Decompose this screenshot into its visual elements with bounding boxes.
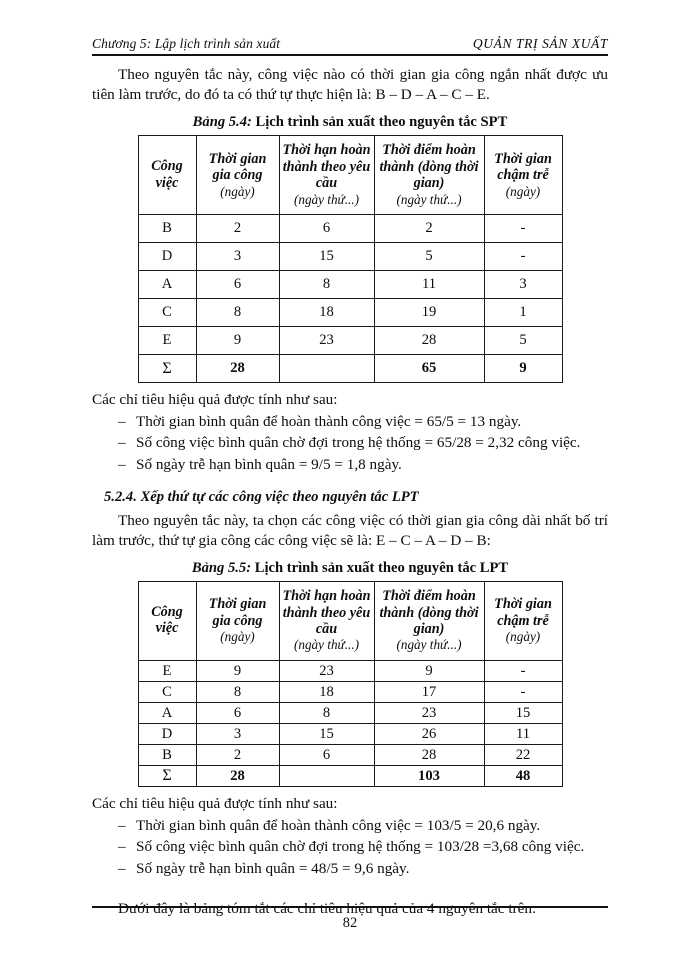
cell: 8	[279, 702, 374, 723]
cell: 15	[279, 243, 374, 271]
cell: 28	[374, 744, 484, 765]
cell: 23	[279, 327, 374, 355]
list-item-text: Số công việc bình quân chờ đợi trong hệ thống = 103/28 =3,68 công việc.	[136, 838, 585, 856]
cell: 103	[374, 765, 484, 786]
cell: 6	[279, 744, 374, 765]
table-55-col-2	[279, 582, 374, 661]
cell: 17	[374, 681, 484, 702]
section-heading-524: 5.2.4. Xếp thứ tự các công việc theo nguyên tắc LPT	[104, 488, 419, 505]
table-54-col-4-unit: (ngày)	[505, 183, 541, 199]
cell: C	[138, 299, 196, 327]
cell	[279, 355, 374, 383]
table-54-col-3	[374, 136, 484, 215]
list-item	[118, 836, 608, 858]
metrics-55-list	[92, 815, 608, 880]
list-item	[118, 815, 608, 837]
table-55-col-3	[374, 582, 484, 661]
cell: 8	[196, 681, 279, 702]
table-55-col-2-unit: (ngày thứ...)	[293, 637, 360, 653]
table-55-col-1-unit: (ngày)	[220, 629, 255, 645]
table-54-caption-number: Bảng 5.4:	[192, 114, 252, 131]
table-54-caption	[92, 114, 608, 131]
table-55-col-3-unit: (ngày thứ...)	[396, 637, 462, 653]
cell: 3	[196, 243, 279, 271]
table-55-col-0-title: Công việc	[151, 603, 183, 637]
table-54-head	[138, 136, 562, 215]
table-55-col-2-title: Thời hạn hoàn thành theo yêu cầu	[282, 588, 371, 638]
cell: -	[484, 660, 562, 681]
cell: -	[484, 681, 562, 702]
table-54-col-2-unit: (ngày thứ...)	[293, 191, 360, 207]
cell: 65	[374, 355, 484, 383]
table-row	[138, 327, 562, 355]
cell: A	[138, 271, 196, 299]
table-row	[138, 702, 562, 723]
table-row	[138, 215, 562, 243]
table-54-caption-text: Lịch trình sản xuất theo nguyên tắc SPT	[251, 114, 508, 131]
table-54-col-4	[484, 136, 562, 215]
header-rule	[92, 54, 608, 56]
dash-marker: –	[118, 434, 126, 452]
table-54-col-3-title: Thời điểm hoàn thành (dòng thời gian)	[379, 142, 479, 192]
table-54-body	[138, 215, 562, 383]
list-item-text: Thời gian bình quân để hoàn thành công việc = 65/5 = 13 ngày.	[136, 412, 522, 430]
metrics-54-lead: Các chỉ tiêu hiệu quả được tính như sau:	[92, 391, 338, 409]
table-row	[138, 243, 562, 271]
dash-marker: –	[118, 838, 126, 856]
table-55-caption-text: Lịch trình sản xuất theo nguyên tắc LPT	[251, 560, 509, 577]
table-55-caption	[92, 560, 608, 577]
table-55-col-4	[484, 582, 562, 661]
table-row	[138, 681, 562, 702]
sum-symbol: Σ	[138, 765, 196, 786]
table-54-header-row	[138, 136, 562, 215]
table-row	[138, 723, 562, 744]
table-row	[138, 299, 562, 327]
list-item	[118, 858, 608, 880]
table-55-col-4-title: Thời gian chậm trễ	[494, 596, 552, 629]
table-row	[138, 744, 562, 765]
intro-paragraph: Theo nguyên tắc này, công việc nào có thời gian gia công ngắn nhất được ưu tiên làm trước, do đó ta có thứ tự thực hiện là: B – D – A – C – E.	[92, 66, 608, 104]
table-55-caption-number: Bảng 5.5:	[191, 560, 252, 577]
cell: 11	[484, 723, 562, 744]
table-54-col-1-title: Thời gian gia công	[208, 150, 267, 184]
cell: 15	[484, 702, 562, 723]
cell: 2	[196, 215, 279, 243]
cell: 9	[196, 327, 279, 355]
list-item	[118, 411, 608, 433]
table-54-col-3-unit: (ngày thứ...)	[396, 191, 462, 207]
table-54-col-2-title: Thời hạn hoàn thành theo yêu cầu	[282, 142, 371, 192]
dash-marker: –	[118, 412, 126, 430]
cell: 28	[374, 327, 484, 355]
cell: 48	[484, 765, 562, 786]
dash-marker: –	[118, 859, 126, 877]
table-55-col-1	[196, 582, 279, 661]
table-54-col-0-title: Công việc	[151, 158, 183, 191]
cell: 18	[279, 681, 374, 702]
cell: 3	[196, 723, 279, 744]
cell: B	[138, 215, 196, 243]
list-item	[118, 432, 608, 454]
table-54-col-1	[196, 136, 279, 215]
cell: 9	[196, 660, 279, 681]
cell: 9	[484, 355, 562, 383]
cell: C	[138, 681, 196, 702]
table-55-head	[138, 582, 562, 661]
metrics-55-lead: Các chỉ tiêu hiệu quả được tính như sau:	[92, 794, 338, 812]
running-header-chapter: Chương 5: Lập lịch trình sản xuất	[92, 36, 281, 51]
table-54-col-2	[279, 136, 374, 215]
cell	[279, 765, 374, 786]
table-55-col-0	[138, 582, 196, 661]
cell: 11	[374, 271, 484, 299]
table-55-col-4-unit: (ngày)	[505, 629, 541, 645]
cell: D	[138, 243, 196, 271]
table-55-header-row	[138, 582, 562, 661]
cell: 1	[484, 299, 562, 327]
cell: 5	[484, 327, 562, 355]
cell: 6	[196, 702, 279, 723]
cell: 28	[196, 765, 279, 786]
footer-rule	[92, 906, 608, 908]
table-54-col-4-title: Thời gian chậm trễ	[494, 150, 552, 184]
table-54	[138, 135, 563, 383]
sum-symbol: Σ	[138, 355, 196, 383]
cell: E	[138, 660, 196, 681]
cell: 6	[196, 271, 279, 299]
running-header-book-title: QUẢN TRỊ SẢN XUẤT	[472, 36, 608, 51]
list-item-text: Số công việc bình quân chờ đợi trong hệ thống = 65/28 = 2,32 công việc.	[136, 434, 581, 452]
cell: 23	[279, 660, 374, 681]
section-524-paragraph: Theo nguyên tắc này, ta chọn các công việc có thời gian gia công dài nhất bố trí làm trước, thứ tự gia công các công việc sẽ là: E – C – A – D – B:	[92, 511, 608, 549]
dash-marker: –	[118, 456, 126, 474]
closing-paragraph: Dưới đây là bảng tóm tắt các chỉ tiêu hiệu quả của 4 nguyên tắc trên:	[118, 900, 537, 918]
dash-marker: –	[118, 816, 126, 834]
metrics-54-list	[92, 411, 608, 476]
cell: -	[484, 243, 562, 271]
cell: D	[138, 723, 196, 744]
cell: 2	[374, 215, 484, 243]
cell: E	[138, 327, 196, 355]
table-55-body	[138, 660, 562, 786]
cell: 8	[279, 271, 374, 299]
cell: 8	[196, 299, 279, 327]
table-54-total-row	[138, 355, 562, 383]
list-item-text: Số ngày trễ hạn bình quân = 9/5 = 1,8 ngày.	[136, 456, 402, 474]
table-row	[138, 271, 562, 299]
cell: 18	[279, 299, 374, 327]
cell: 6	[279, 215, 374, 243]
cell: 9	[374, 660, 484, 681]
list-item-text: Thời gian bình quân để hoàn thành công việc = 103/5 = 20,6 ngày.	[136, 816, 541, 834]
cell: 26	[374, 723, 484, 744]
table-row	[138, 660, 562, 681]
cell: 5	[374, 243, 484, 271]
cell: A	[138, 702, 196, 723]
cell: 15	[279, 723, 374, 744]
table-55-col-1-title: Thời gian gia công	[208, 596, 267, 629]
cell: 22	[484, 744, 562, 765]
cell: 23	[374, 702, 484, 723]
table-54-col-0	[138, 136, 196, 215]
cell: 19	[374, 299, 484, 327]
table-54-col-1-unit: (ngày)	[220, 183, 255, 199]
cell: 28	[196, 355, 279, 383]
cell: 2	[196, 744, 279, 765]
list-item-text: Số ngày trễ hạn bình quân = 48/5 = 9,6 ngày.	[136, 859, 410, 877]
cell: -	[484, 215, 562, 243]
list-item	[118, 454, 608, 476]
table-55-col-3-title: Thời điểm hoàn thành (dòng thời gian)	[379, 588, 479, 638]
table-55-total-row	[138, 765, 562, 786]
table-55	[138, 581, 563, 787]
cell: 3	[484, 271, 562, 299]
running-header	[92, 36, 608, 52]
cell: B	[138, 744, 196, 765]
page-number: 82	[342, 915, 358, 931]
